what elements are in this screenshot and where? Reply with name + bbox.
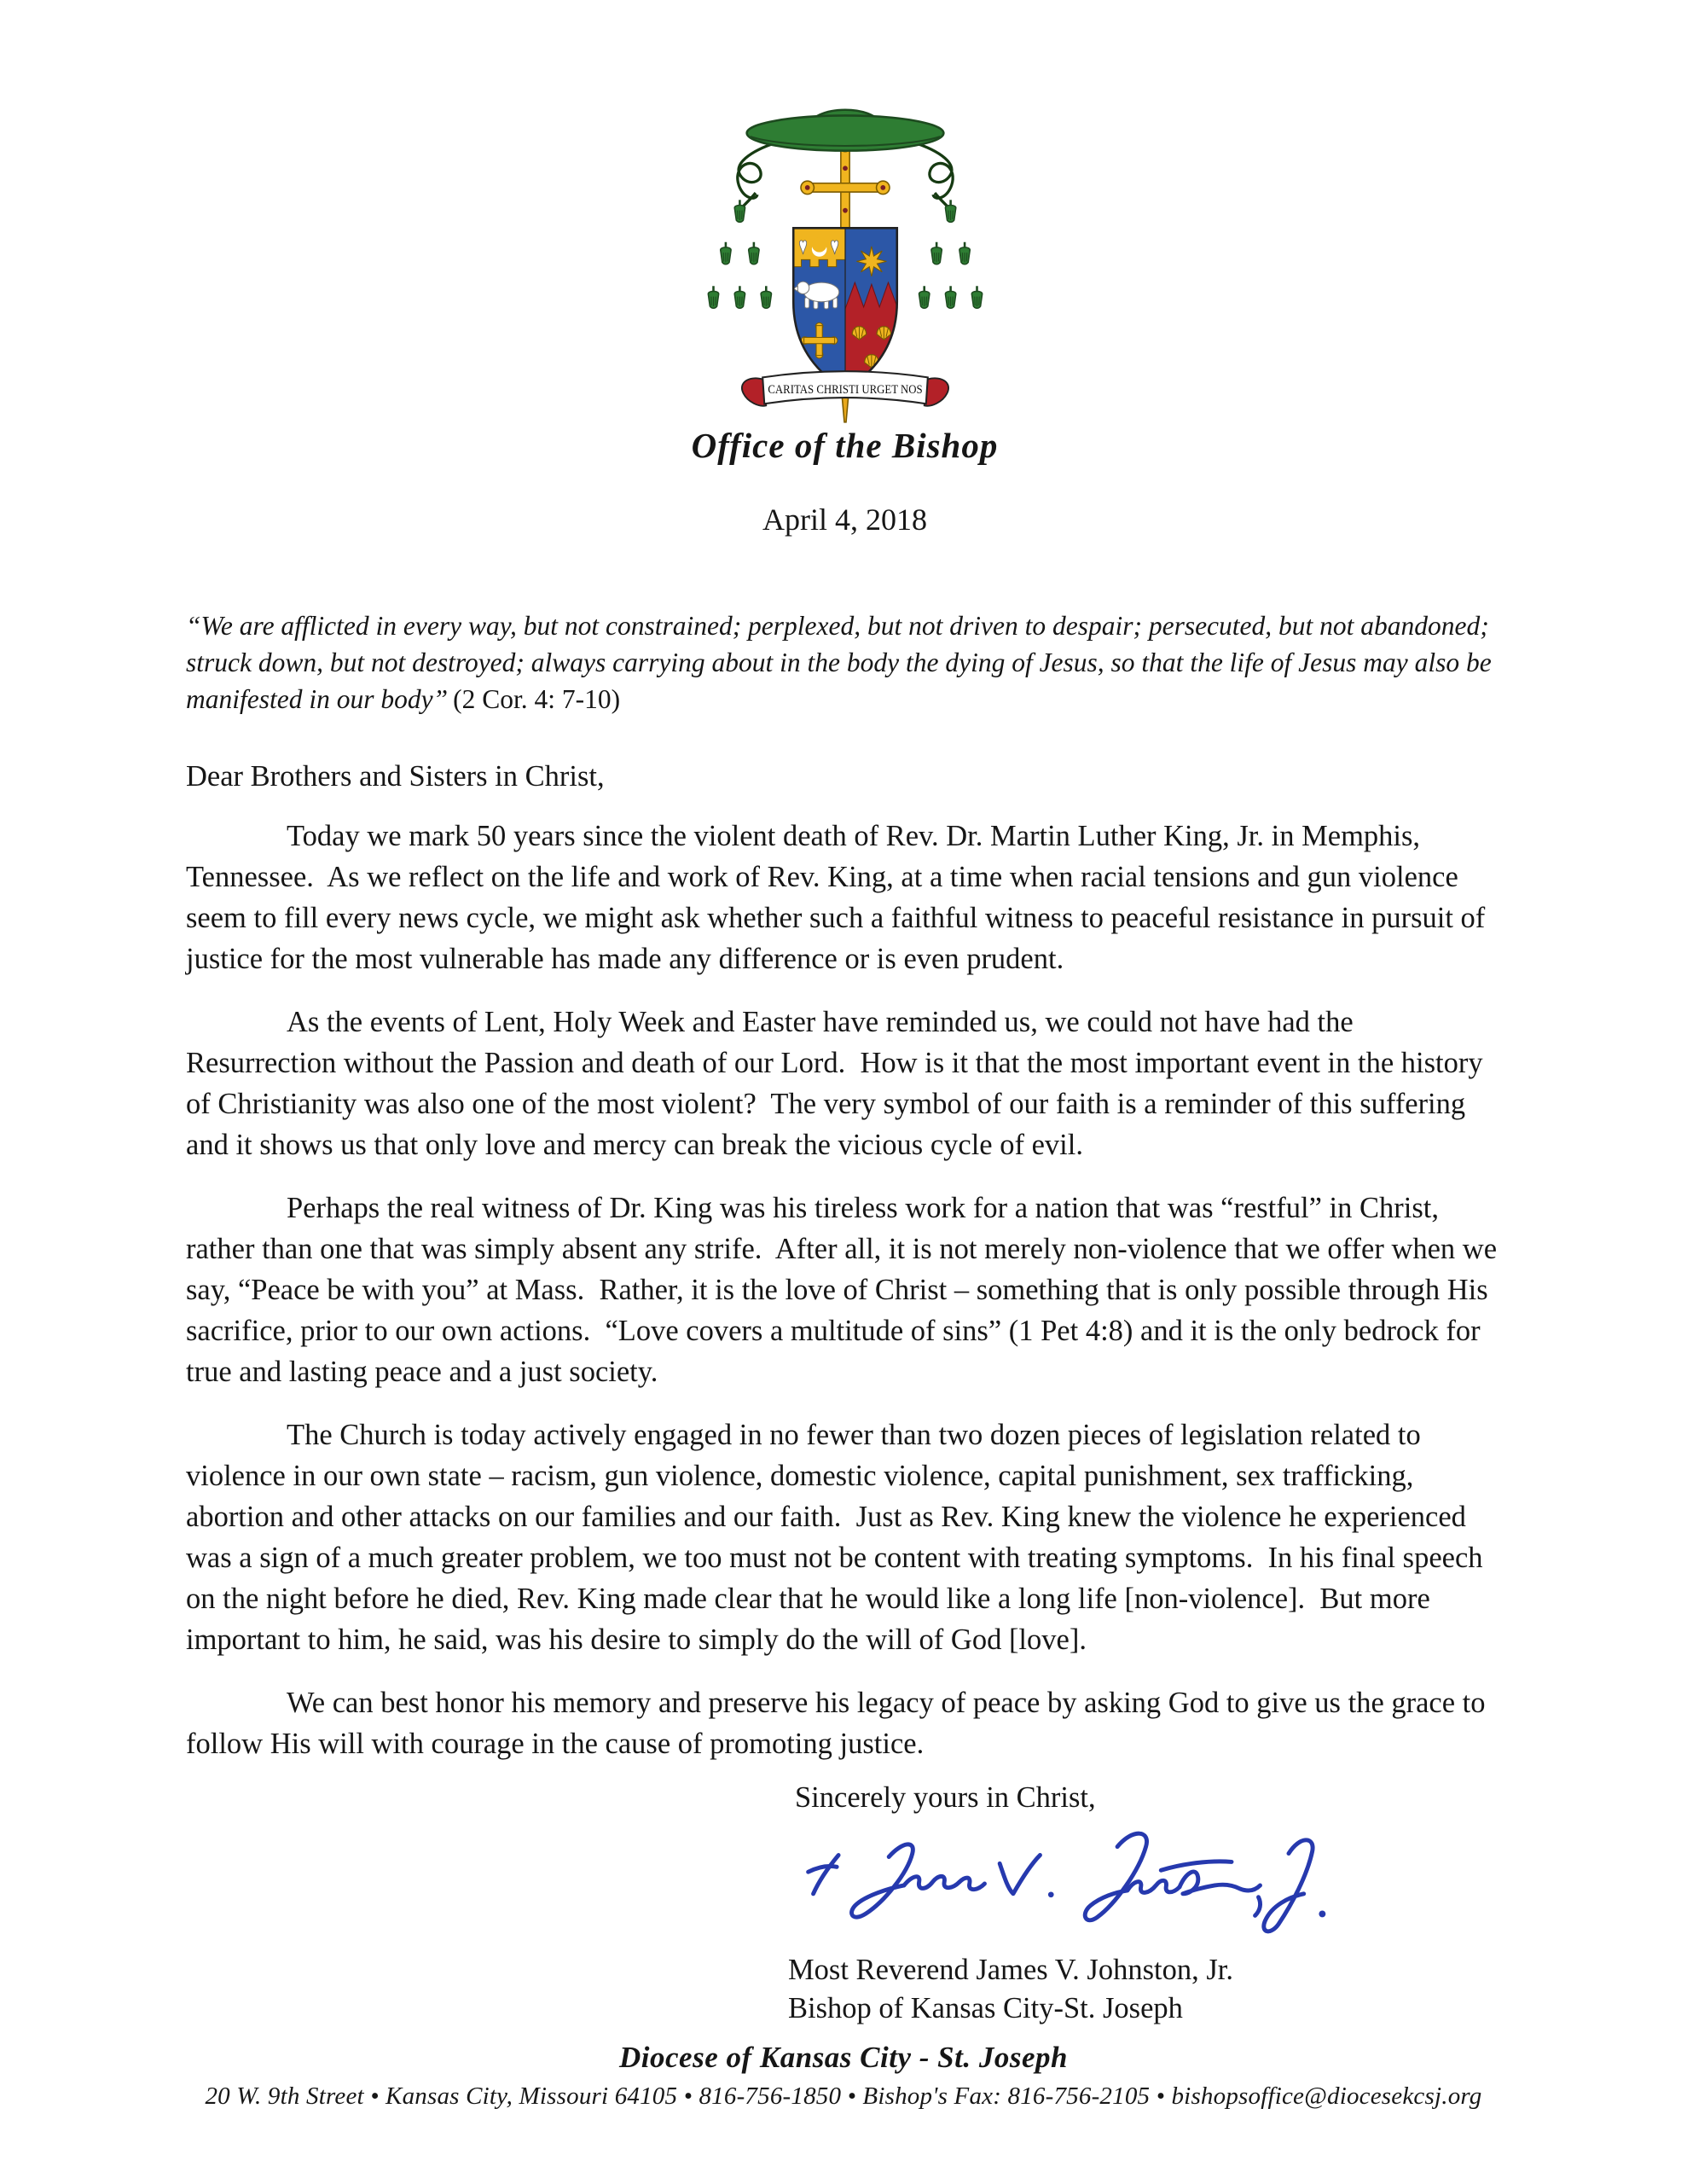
- paragraph-1: Today we mark 50 years since the violent death of Rev. Dr. Martin Luther King, Jr. in Memphis, Tennessee. As we reflect on the life and work of Rev. King, at a time when racial tensions and gun violence seem to fill every news cycle, we might ask whether such a faithful witness to peaceful resistance in pursuit of justice for the most vulnerable has made any difference or is even prudent.: [186, 820, 1493, 975]
- salutation: Dear Brothers and Sisters in Christ,: [186, 760, 605, 793]
- paragraph-4: The Church is today actively engaged in no fewer than two dozen pieces of legislation related to violence in our own state – racism, gun violence, domestic violence, capital punishment, sex trafficking, abortion and other attacks on our families and our faith. Just as Rev. King knew the violence he experienced was a sign of a much greater problem, we too must not be content with treating symptoms. In his final speech on the night before he died, Rev. King made clear that he would like a long life [non-violence]. But more important to him, he said, was his desire to simply do the will of God [love].: [186, 1419, 1491, 1656]
- motto-text: CARITAS CHRISTI URGET NOS: [767, 382, 923, 397]
- letter-body: [186, 607, 1504, 2028]
- letter-footer: [0, 2041, 1687, 2111]
- signature-script-icon: [788, 1816, 1342, 1951]
- valediction: Sincerely yours in Christ,: [795, 1781, 1096, 1814]
- scripture-quote: [186, 607, 1499, 717]
- quote-text: “We are afflicted in every way, but not constrained; perplexed, but not driven to despair; persecuted, but not abandoned; struck down, but not destroyed; always carrying about in the body the dying of Jesus, so that the life of Jesus may also be manifested in our body”: [186, 611, 1499, 714]
- paragraph-3: Perhaps the real witness of Dr. King was his tireless work for a nation that was “restful” in Christ, rather than one that was simply absent any strife. After all, it is not merely non-violence that we offer when we say, “Peace be with you” at Mass. Rather, it is the love of Christ – something that is only possible through His sacrifice, prior to our own actions. “Love covers a multitude of sins” (1 Pet 4:8) and it is the only bedrock for true and lasting peace and a just society.: [186, 1192, 1504, 1388]
- letter-date: April 4, 2018: [762, 502, 927, 537]
- closing-block: [788, 1781, 1504, 2028]
- star-icon: [856, 247, 886, 276]
- signer-name: Most Reverend James V. Johnston, Jr.: [788, 1954, 1233, 1986]
- episcopal-coat-of-arms-icon: [704, 73, 986, 425]
- diocese-name: Diocese of Kansas City - St. Joseph: [619, 2041, 1068, 2074]
- paragraph-5: We can best honor his memory and preserve his legacy of peace by asking God to give us the grace to follow His will with courage in the cause of promoting justice.: [186, 1687, 1493, 1760]
- office-title: Office of the Bishop: [691, 426, 999, 465]
- diocese-address: 20 W. 9th Street • Kansas City, Missouri 64105 • 816-756-1850 • Bishop's Fax: 816-756-2105 • bishopsoffice@diocesekcsj.org: [205, 2082, 1482, 2110]
- galero-hat-icon: [746, 110, 943, 151]
- quote-citation: (2 Cor. 4: 7-10): [453, 684, 621, 714]
- signer-title: Bishop of Kansas City-St. Joseph: [788, 1992, 1183, 2024]
- letterhead: [186, 73, 1504, 537]
- paragraph-2: As the events of Lent, Holy Week and Easter have reminded us, we could not have had the Resurrection without the Passion and death of our Lord. How is it that the most important event in the history of Christianity was also one of the most violent? The very symbol of our faith is a reminder of this suffering and it shows us that only love and mercy can break the vicious cycle of evil.: [186, 1006, 1491, 1161]
